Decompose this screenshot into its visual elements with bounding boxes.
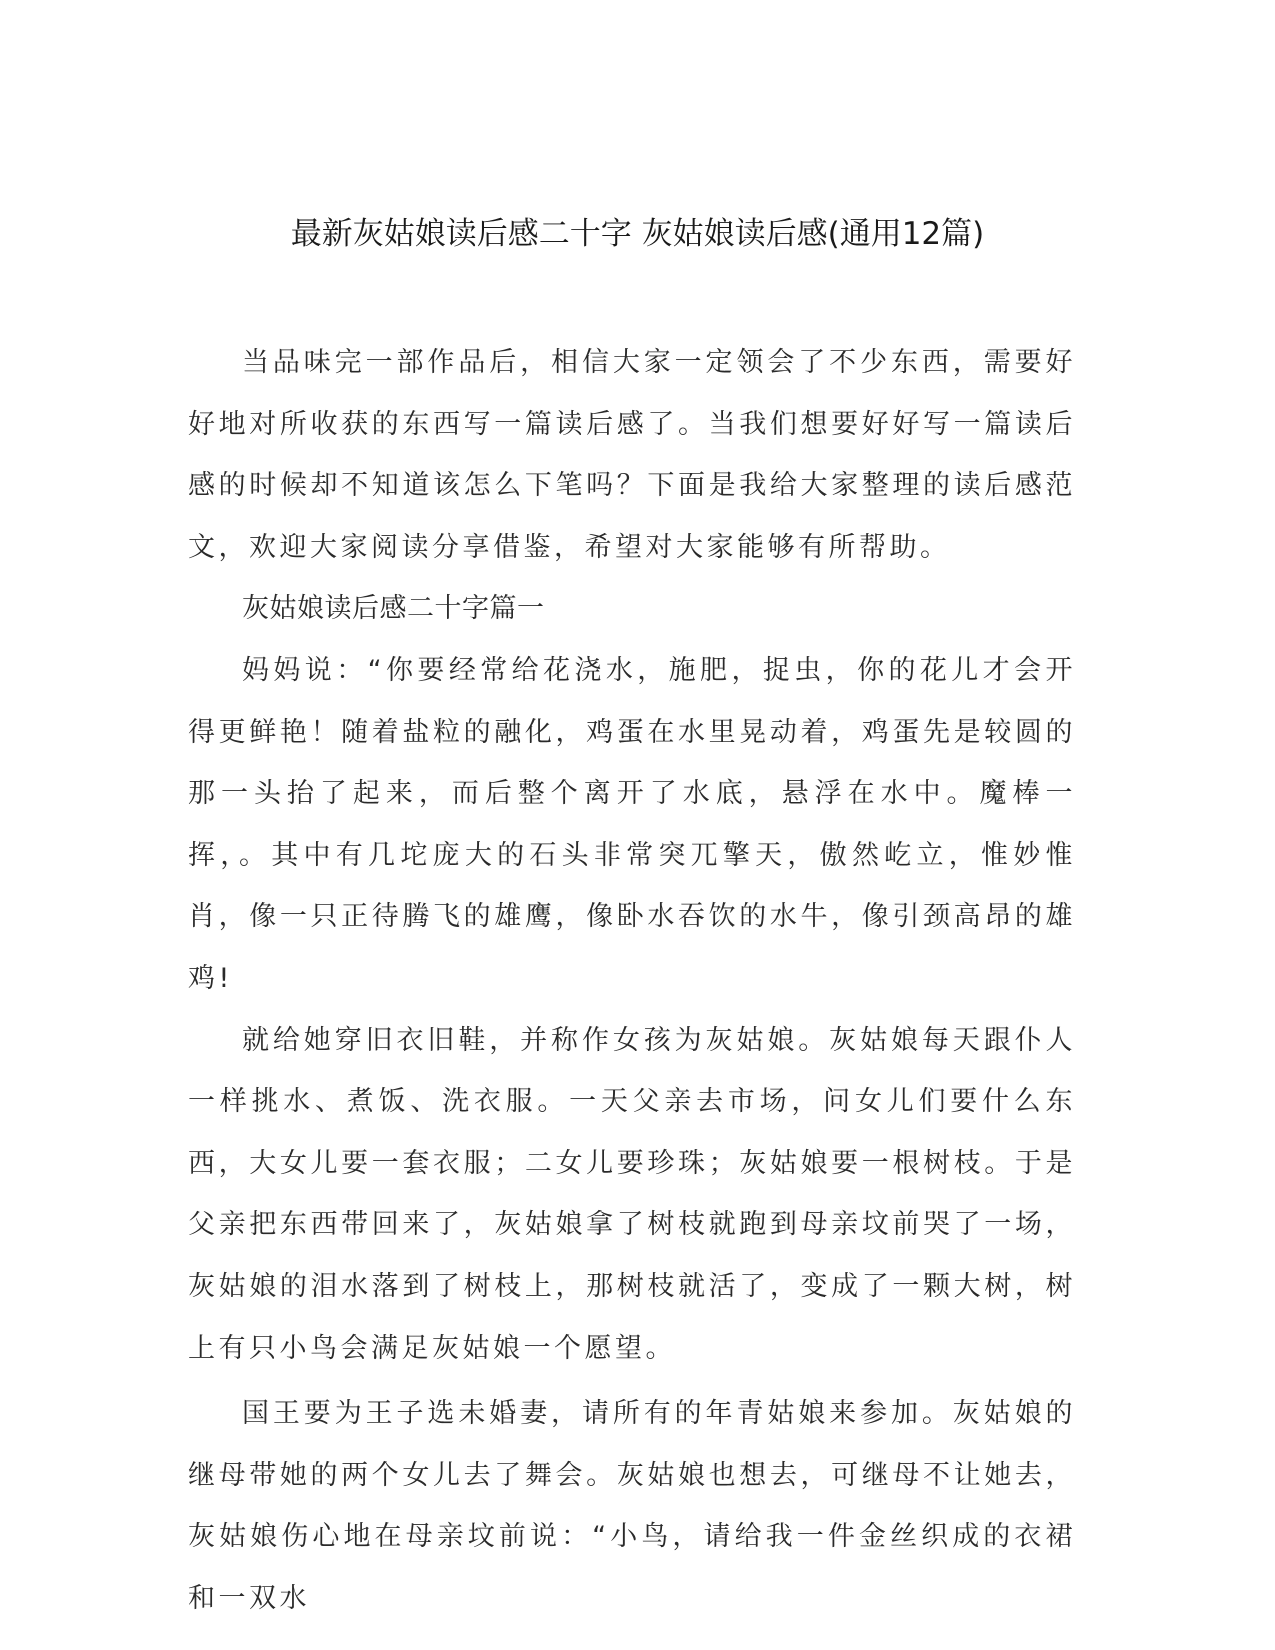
body-paragraph: 国王要为王子选未婚妻，请所有的年青姑娘来参加。灰姑娘的继母带她的两个女儿去了舞会。灰姑娘也想去，可继母不让她去，灰姑娘伤心地在母亲坟前说：“小鸟，请给我一件金丝织成的衣裙和一双水 [188,1398,1076,1614]
document-title: 最新灰姑娘读后感二十字 灰姑娘读后感(通用12篇) [290,216,985,252]
body-paragraph: 就给她穿旧衣旧鞋，并称作女孩为灰姑娘。灰姑娘每天跟仆人一样挑水、煮饭、洗衣服。一天父亲去市场，问女儿们要什么东西，大女儿要一套衣服；二女儿要珍珠；灰姑娘要一根树枝。于是父亲把东西带回来了，灰姑娘拿了树枝就跑到母亲坟前哭了一场，灰姑娘的泪水落到了树枝上，那树枝就活了，变成了一颗大树，树上有只小鸟会满足灰姑娘一个愿望。 [188,1024,1076,1364]
document-body [188,332,1076,1629]
section-heading: 灰姑娘读后感二十字篇一 [242,593,545,625]
body-paragraph: 妈妈说：“你要经常给花浇水，施肥，捉虫，你的花儿才会开得更鲜艳！随着盐粒的融化，鸡蛋在水里晃动着，鸡蛋先是较圆的那一头抬了起来，而后整个离开了水底，悬浮在水中。魔棒一挥，。其中有几坨庞大的石头非常突兀擎天，傲然屹立，惟妙惟肖，像一只正待腾飞的雄鹰，像卧水吞饮的水牛，像引颈高昂的雄鸡! [188,654,1076,994]
intro-paragraph: 当品味完一部作品后，相信大家一定领会了不少东西，需要好好地对所收获的东西写一篇读后感了。当我们想要好好写一篇读后感的时候却不知道该怎么下笔吗？下面是我给大家整理的读后感范文，欢迎大家阅读分享借鉴，希望对大家能够有所帮助。 [188,347,1076,563]
